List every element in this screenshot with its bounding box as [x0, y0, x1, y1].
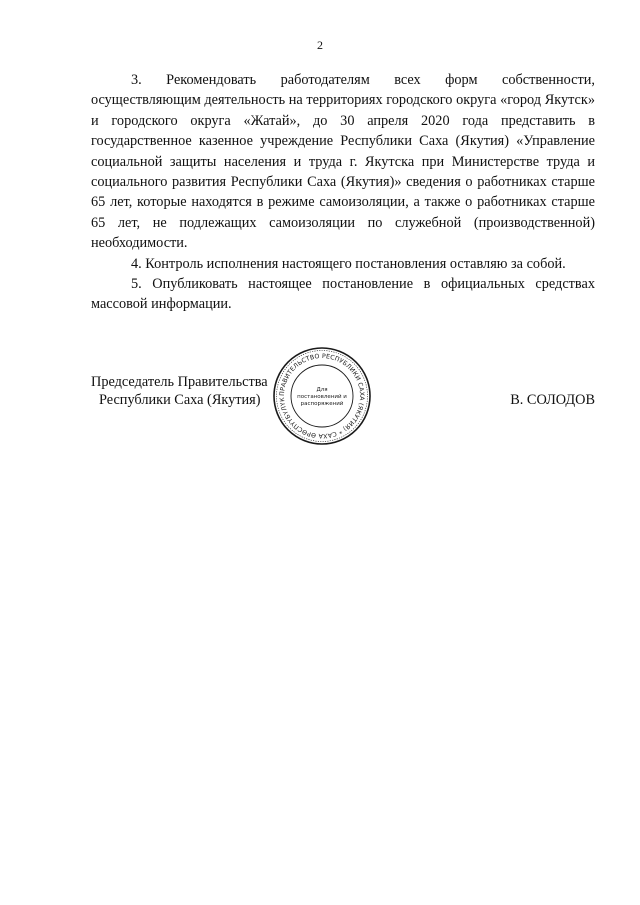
- seal-outer-text: ПРАВИТЕЛЬСТВО РЕСПУБЛИКИ САХА (ЯКУТИЯ) * САХА ӨРӨСПҮҮБҮЛҮК: [278, 352, 366, 440]
- official-seal-stamp: [272, 346, 372, 446]
- seal-inner-text-1: Для: [316, 387, 328, 393]
- signatory-title-line2: Республики Саха (Якутия): [99, 392, 261, 408]
- signatory-title-line1: Председатель Правительства: [91, 374, 268, 390]
- seal-inner-text-2: постановлений и: [297, 394, 347, 400]
- seal-inner-text-3: распоряжений: [300, 401, 344, 407]
- seal-graphic: [272, 346, 372, 446]
- paragraph-5: 5. Опубликовать настоящее постановление в официальных средствах массовой информации.: [91, 276, 595, 313]
- signatory-name: В. СОЛОДОВ: [510, 392, 595, 408]
- document-body: [91, 70, 595, 315]
- page-number: 2: [317, 38, 323, 52]
- paragraph-3: 3. Рекомендовать работодателям всех форм собственности, осуществляющим деятельность на территориях городского округа «город Якутск» и городского округа «Жатай», до 30 апреля 2020 года представить в государственное казенное учреждение Республики Саха (Якутия) «Управление социальной защиты населения и труда г. Якутска при Министерстве труда и социального развития Республики Саха (Якутия)» сведения о работниках старше 65 лет, которые находятся в режиме самоизоляции, а также о работниках старше 65 лет, не подлежащих самоизоляции по служебной (производственной) необходимости.: [91, 72, 595, 252]
- paragraph-4: 4. Контроль исполнения настоящего постановления оставляю за собой.: [131, 255, 566, 272]
